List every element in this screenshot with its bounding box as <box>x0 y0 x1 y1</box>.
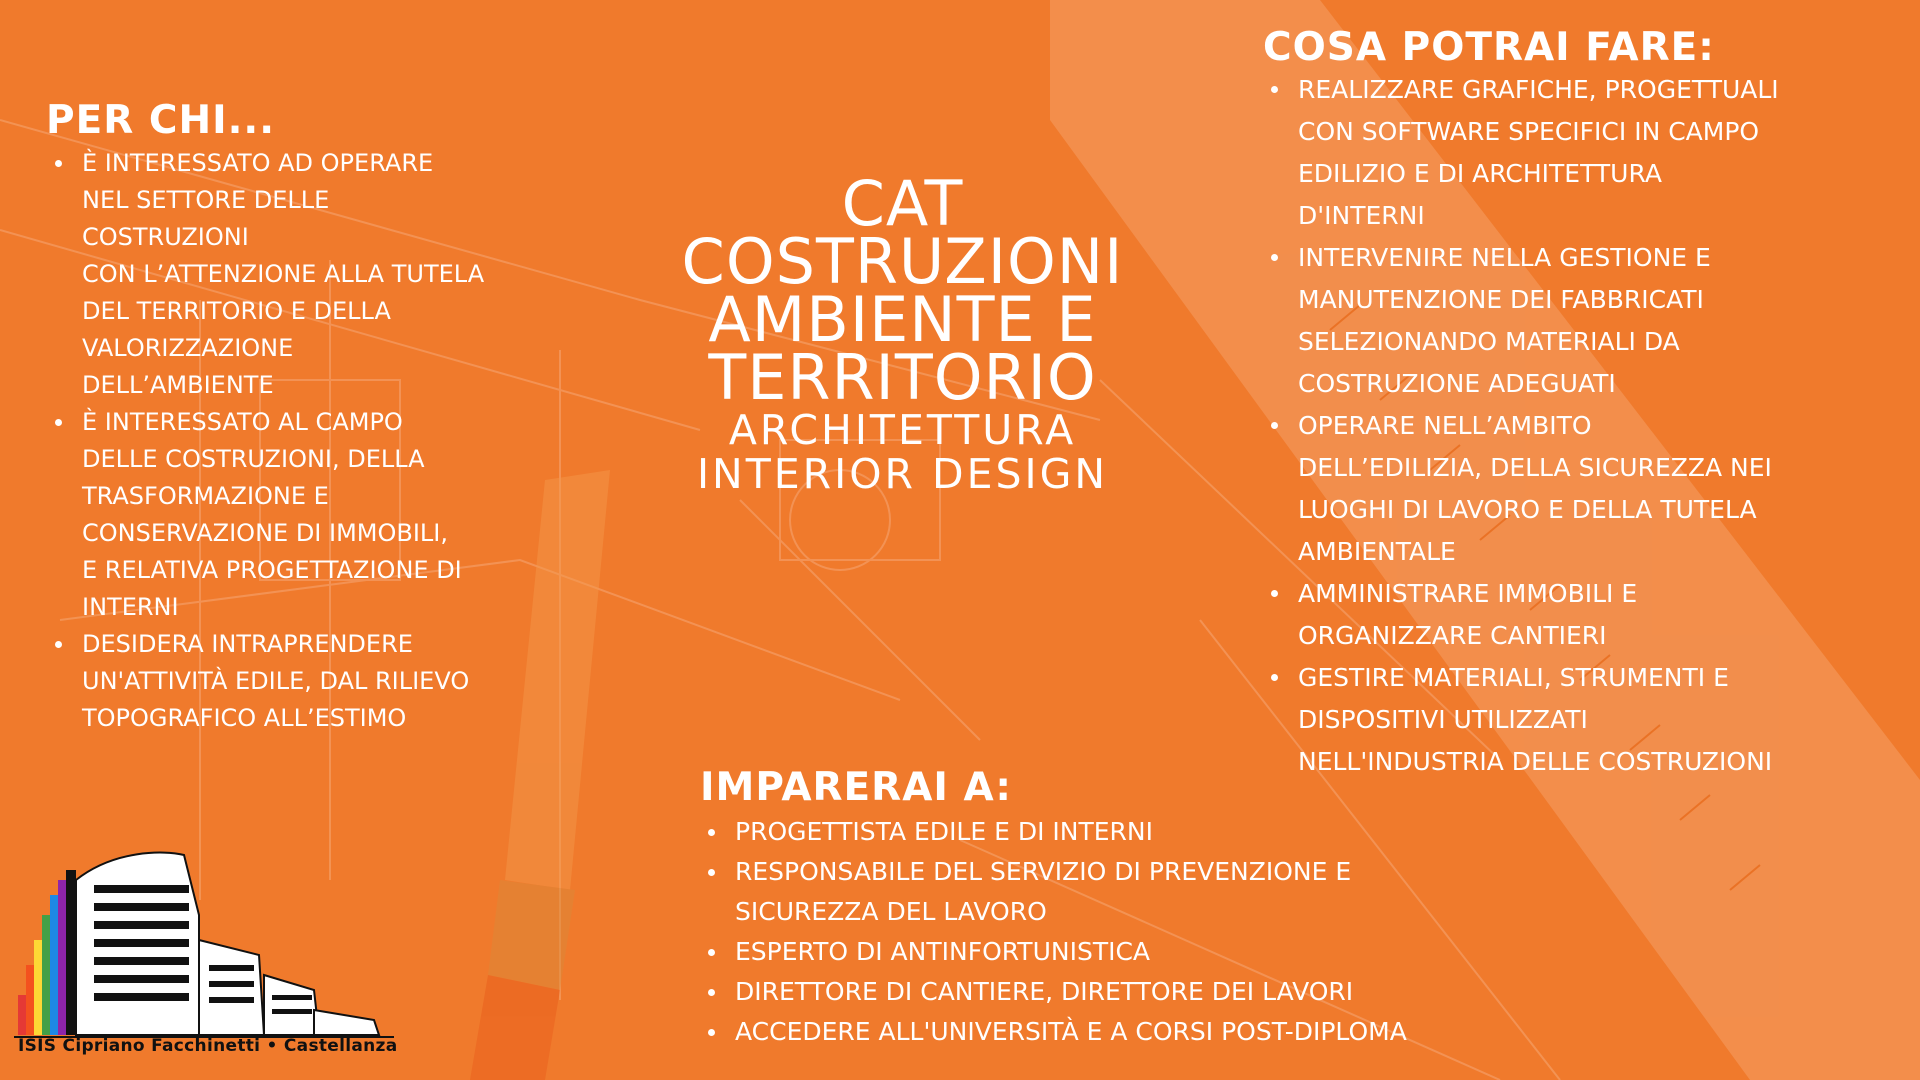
cosa-potrai-item-4: AMMINISTRARE IMMOBILI E ORGANIZZARE CANTIERI <box>1263 573 1883 657</box>
imparerai-item-2: RESPONSABILE DEL SERVIZIO DI PREVENZIONE E SICUREZZA DEL LAVORO <box>700 852 1520 932</box>
school-logo <box>14 845 394 1060</box>
title-line-3: AMBIENTE E <box>708 283 1097 356</box>
imparerai-item-4: DIRETTORE DI CANTIERE, DIRETTORE DEI LAVORI <box>700 972 1520 1012</box>
per-chi-item-3: DESIDERA INTRAPRENDERE UN'ATTIVITÀ EDILE, DAL RILIEVO TOPOGRAFICO ALL’ESTIMO <box>47 626 567 737</box>
per-chi-item-2: È INTERESSATO AL CAMPO DELLE COSTRUZIONI, DELLA TRASFORMAZIONE E CONSERVAZIONE DI IMMOBILI, E RELATIVA PROGETTAZIONE DI INTERNI <box>47 404 567 626</box>
per-chi-list <box>47 145 567 737</box>
cosa-potrai-item-3: OPERARE NELL’AMBITO DELL’EDILIZIA, DELLA SICUREZZA NEI LUOGHI DI LAVORO E DELLA TUTELA AMBIENTALE <box>1263 405 1883 573</box>
school-logo-text: ISIS Cipriano Facchinetti • Castellanza <box>18 1036 398 1056</box>
subtitle-line-1: ARCHITETTURA <box>728 406 1077 454</box>
imparerai-item-1: PROGETTISTA EDILE E DI INTERNI <box>700 812 1520 852</box>
imparerai-list <box>700 812 1520 1052</box>
subtitle-line-2: INTERIOR DESIGN <box>696 450 1109 498</box>
cosa-potrai-heading: COSA POTRAI FARE: <box>1263 25 1715 70</box>
title-line-2: COSTRUZIONI <box>681 225 1124 298</box>
cosa-potrai-item-1: REALIZZARE GRAFICHE, PROGETTUALI CON SOFTWARE SPECIFICI IN CAMPO EDILIZIO E DI ARCHITETTURA D'INTERNI <box>1263 69 1883 237</box>
title-line-4: TERRITORIO <box>708 341 1097 414</box>
per-chi-item-1: È INTERESSATO AD OPERARE NEL SETTORE DELLE COSTRUZIONI CON L’ATTENZIONE ALLA TUTELA DEL TERRITORIO E DELLA VALORIZZAZIONE DELL’AMBIENTE <box>47 145 567 404</box>
cosa-potrai-item-5: GESTIRE MATERIALI, STRUMENTI E DISPOSITIVI UTILIZZATI NELL'INDUSTRIA DELLE COSTRUZIONI <box>1263 657 1883 783</box>
title-block <box>640 167 1165 498</box>
imparerai-item-5: ACCEDERE ALL'UNIVERSITÀ E A CORSI POST-DIPLOMA <box>700 1012 1520 1052</box>
cosa-potrai-item-2: INTERVENIRE NELLA GESTIONE E MANUTENZIONE DEI FABBRICATI SELEZIONANDO MATERIALI DA COSTRUZIONE ADEGUATI <box>1263 237 1883 405</box>
cosa-potrai-list <box>1263 69 1883 783</box>
per-chi-heading: PER CHI... <box>46 98 276 143</box>
title-line-1: CAT <box>841 167 964 240</box>
imparerai-item-3: ESPERTO DI ANTINFORTUNISTICA <box>700 932 1520 972</box>
imparerai-heading: IMPARERAI A: <box>700 765 1012 810</box>
